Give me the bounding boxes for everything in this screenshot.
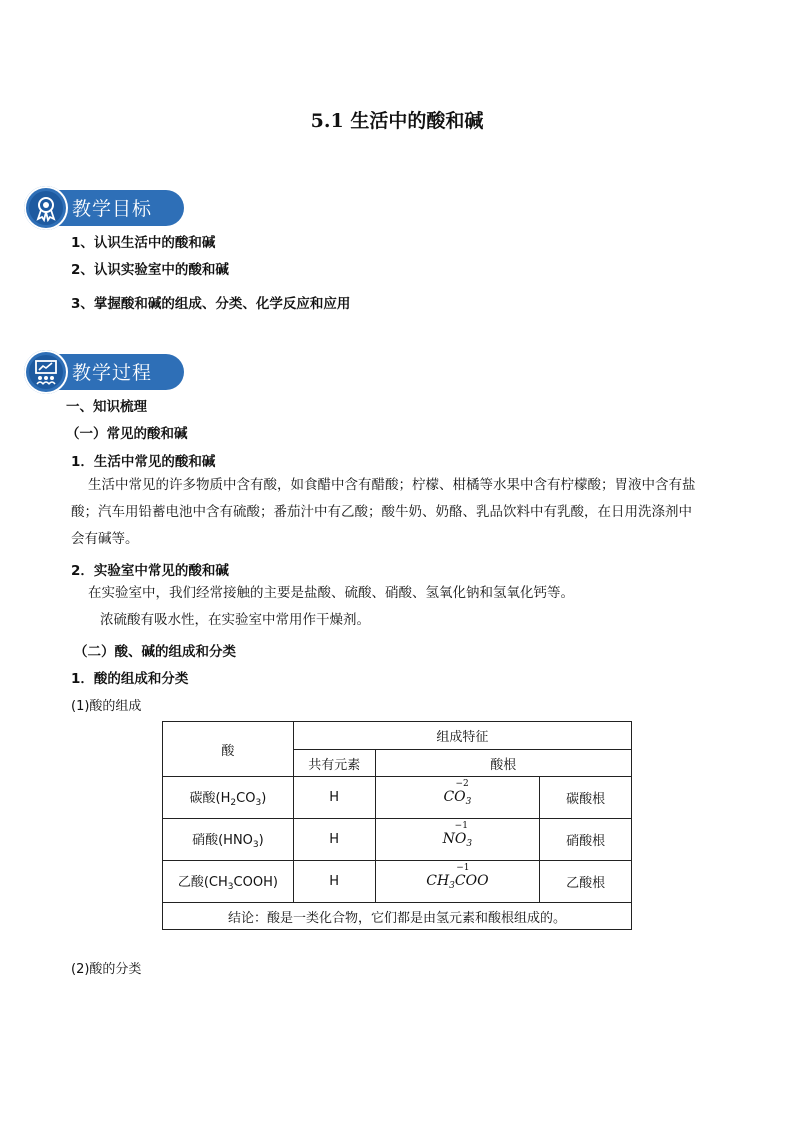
header-acid: 酸 <box>163 722 294 777</box>
paragraph-line: 会有碱等。 <box>71 531 139 547</box>
paragraph-line: 浓硫酸有吸水性，在实验室中常用作干燥剂。 <box>100 612 370 628</box>
award-icon <box>32 194 60 222</box>
section-banner-process <box>24 350 184 394</box>
common-element: H <box>293 861 375 903</box>
acid-name: 乙酸$(CH_3COOH)$ <box>163 861 294 903</box>
table-row <box>163 861 632 903</box>
heading-composition: （二）酸、碱的组成和分类 <box>74 644 236 660</box>
sub-heading-classification: (2)酸的分类 <box>71 962 142 977</box>
goal-item-1: 1、认识生活中的酸和碱 <box>71 235 216 251</box>
radical-formula: −1 $NO_3$ <box>375 819 540 861</box>
common-element: H <box>293 777 375 819</box>
banner-label: 教学目标 <box>72 198 153 220</box>
radical-name: 乙酸根 <box>540 861 632 903</box>
page-title: 5.1 生活中的酸和碱 <box>310 110 484 132</box>
heading-life: 1．生活中常见的酸和碱 <box>71 454 216 470</box>
paragraph-line: 生活中常见的许多物质中含有酸，如食醋中含有醋酸；柠檬、柑橘等水果中含有柠檬酸；胃液中含有盐 <box>88 477 696 493</box>
header-feature: 组成特征 <box>293 722 631 750</box>
table-conclusion: 结论：酸是一类化合物，它们都是由氢元素和酸根组成的。 <box>163 903 632 930</box>
heading-acid: 1．酸的组成和分类 <box>71 671 189 687</box>
header-common-element: 共有元素 <box>293 750 375 777</box>
radical-name: 硝酸根 <box>540 819 632 861</box>
radical-name: 碳酸根 <box>540 777 632 819</box>
heading-knowledge: 一、知识梳理 <box>66 399 147 415</box>
heading-common: （一）常见的酸和碱 <box>66 426 188 442</box>
goal-item-2: 2、认识实验室中的酸和碱 <box>71 262 229 278</box>
section-banner-goals <box>24 186 184 230</box>
goal-item-3: 3、掌握酸和碱的组成、分类、化学反应和应用 <box>71 296 351 312</box>
header-radical: 酸根 <box>375 750 631 777</box>
common-element: H <box>293 819 375 861</box>
acid-composition-table <box>162 721 632 930</box>
sub-heading-composition: (1)酸的组成 <box>71 699 142 714</box>
acid-name: 硝酸$(HNO_3)$ <box>163 819 294 861</box>
acid-name: 碳酸$(H_2CO_3)$ <box>163 777 294 819</box>
table-row <box>163 777 632 819</box>
heading-lab: 2．实验室中常见的酸和碱 <box>71 563 229 579</box>
banner-label: 教学过程 <box>72 362 153 384</box>
radical-formula: −1 $CH_3COO$ <box>375 861 540 903</box>
presentation-icon <box>32 358 60 386</box>
paragraph-line: 在实验室中，我们经常接触的主要是盐酸、硫酸、硝酸、氢氧化钠和氢氧化钙等。 <box>88 585 574 601</box>
paragraph-line: 酸；汽车用铅蓄电池中含有硫酸；番茄汁中有乙酸；酸牛奶、奶酪、乳品饮料中有乳酸，在日用洗涤剂中 <box>71 504 692 520</box>
radical-formula: −2 $CO_3$ <box>375 777 540 819</box>
table-row <box>163 819 632 861</box>
